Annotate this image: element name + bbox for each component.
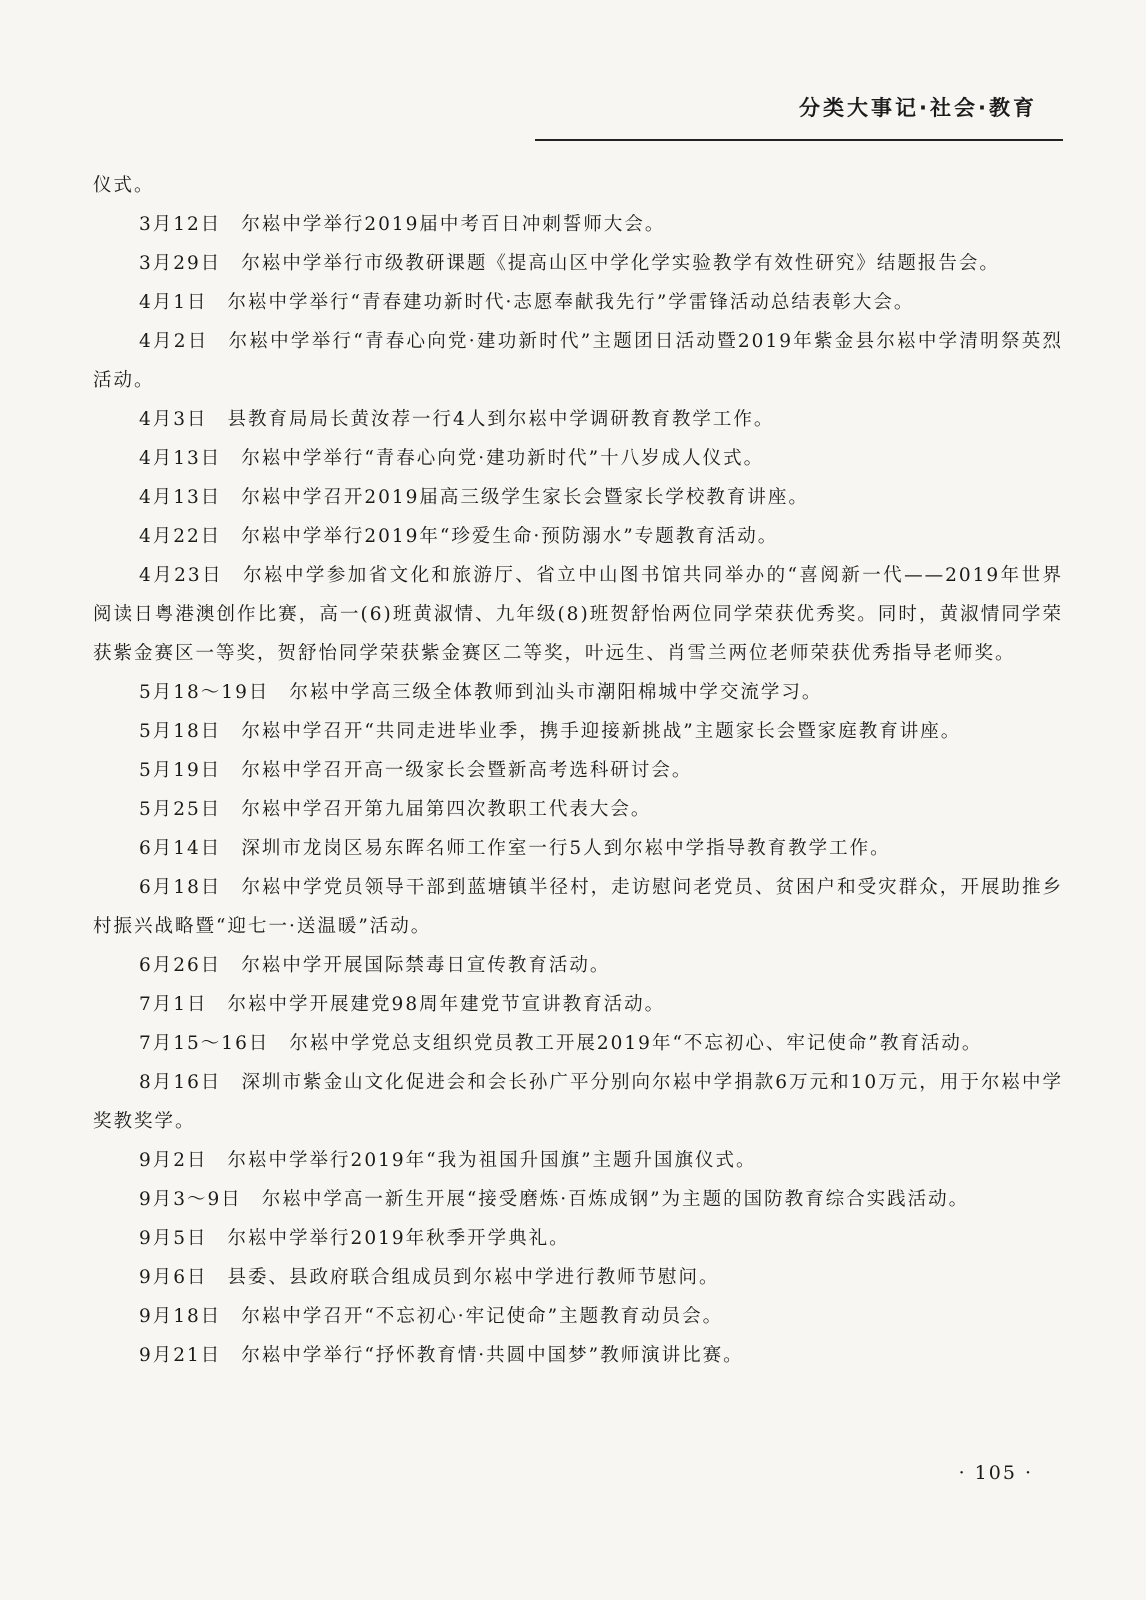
chronicle-entry	[93, 556, 1063, 673]
entry-date: 7月1日	[139, 994, 208, 1015]
chronicle-entry	[93, 1297, 1063, 1336]
chronicle-entry	[93, 1258, 1063, 1297]
entry-date: 4月2日	[139, 331, 209, 352]
entry-text: 尔崧中学召开第九届第四次教职工代表大会。	[241, 799, 652, 820]
entry-date: 4月22日	[139, 526, 222, 547]
chronicle-entry	[93, 790, 1063, 829]
chronicle-entry	[93, 1219, 1063, 1258]
chronicle-entry	[93, 478, 1063, 517]
chronicle-entry	[93, 1024, 1063, 1063]
chronicle-entry	[93, 517, 1063, 556]
entry-date: 6月26日	[139, 955, 222, 976]
entry-text: 尔崧中学举行“青春心向党·建功新时代”主题团日活动暨2019年紫金县尔崧中学清明祭英烈活动。	[93, 331, 1063, 391]
entry-text: 尔崧中学举行2019年秋季开学典礼。	[227, 1228, 570, 1249]
entry-date: 5月25日	[139, 799, 222, 820]
entry-date: 4月3日	[139, 409, 208, 430]
chronicle-entry	[93, 322, 1063, 400]
entry-text: 深圳市紫金山文化促进会和会长孙广平分别向尔崧中学捐款6万元和10万元，用于尔崧中学奖教奖学。	[93, 1072, 1063, 1132]
entry-text: 县教育局局长黄汝荐一行4人到尔崧中学调研教育教学工作。	[227, 409, 775, 430]
entry-date: 4月13日	[139, 448, 222, 469]
entry-text: 尔崧中学举行2019年“我为祖国升国旗”主题升国旗仪式。	[227, 1150, 757, 1171]
entry-text: 尔崧中学召开“共同走进毕业季，携手迎接新挑战”主题家长会暨家庭教育讲座。	[241, 721, 962, 742]
entry-date: 7月15～16日	[139, 1033, 270, 1054]
entry-date: 9月3～9日	[139, 1189, 242, 1210]
entry-text: 尔崧中学党总支组织党员教工开展2019年“不忘初心、牢记使命”教育活动。	[289, 1033, 983, 1054]
entry-text: 尔崧中学举行“青春心向党·建功新时代”十八岁成人仪式。	[241, 448, 765, 469]
chronicle-entry	[93, 439, 1063, 478]
chronicle-entry	[93, 829, 1063, 868]
chronicle-entry	[93, 868, 1063, 946]
chronicle-entry	[93, 400, 1063, 439]
entry-text: 尔崧中学举行“青春建功新时代·志愿奉献我先行”学雷锋活动总结表彰大会。	[227, 292, 915, 313]
entry-text: 深圳市龙岗区易东晖名师工作室一行5人到尔崧中学指导教育教学工作。	[241, 838, 891, 859]
chronicle-entry	[93, 985, 1063, 1024]
running-header	[535, 92, 1063, 144]
entry-date: 6月18日	[139, 877, 222, 898]
entry-date: 5月18～19日	[139, 682, 270, 703]
entry-date: 9月18日	[139, 1306, 222, 1327]
entry-text: 尔崧中学高一新生开展“接受磨炼·百炼成钢”为主题的国防教育综合实践活动。	[261, 1189, 970, 1210]
entry-date: 9月6日	[139, 1267, 208, 1288]
entry-date: 5月19日	[139, 760, 222, 781]
entry-date: 8月16日	[139, 1072, 222, 1093]
entry-text: 尔崧中学开展国际禁毒日宣传教育活动。	[241, 955, 611, 976]
entry-text: 尔崧中学高三级全体教师到汕头市潮阳棉城中学交流学习。	[289, 682, 823, 703]
entry-text: 尔崧中学开展建党98周年建党节宣讲教育活动。	[227, 994, 666, 1015]
entry-date: 3月29日	[139, 253, 222, 274]
chronicle-entry	[93, 673, 1063, 712]
chronicle-entry	[93, 1180, 1063, 1219]
chronicle-entry	[93, 205, 1063, 244]
chronicle-entry	[93, 244, 1063, 283]
chronicle-entry	[93, 751, 1063, 790]
entry-date: 9月5日	[139, 1228, 208, 1249]
entry-list	[93, 205, 1063, 1375]
continued-paragraph: 仪式。	[93, 175, 155, 196]
entry-text: 尔崧中学举行“抒怀教育情·共圆中国梦”教师演讲比赛。	[241, 1345, 744, 1366]
entry-date: 4月1日	[139, 292, 208, 313]
section-title: 分类大事记·社会·教育	[799, 96, 1037, 120]
entry-date: 6月14日	[139, 838, 222, 859]
chronicle-entry	[93, 283, 1063, 322]
entry-text: 县委、县政府联合组成员到尔崧中学进行教师节慰问。	[227, 1267, 720, 1288]
chronicle-entry	[93, 1141, 1063, 1180]
chronicle-entry	[93, 946, 1063, 985]
chronicle-entry	[93, 1336, 1063, 1375]
entry-date: 3月12日	[139, 214, 222, 235]
header-rule	[535, 139, 1063, 141]
chronicle-body	[93, 166, 1063, 1375]
entry-text: 尔崧中学举行市级教研课题《提高山区中学化学实验教学有效性研究》结题报告会。	[241, 253, 1000, 274]
entry-date: 9月2日	[139, 1150, 208, 1171]
entry-date: 9月21日	[139, 1345, 222, 1366]
entry-text: 尔崧中学召开“不忘初心·牢记使命”主题教育动员会。	[241, 1306, 724, 1327]
chronicle-entry	[93, 1063, 1063, 1141]
entry-text: 尔崧中学党员领导干部到蓝塘镇半径村，走访慰问老党员、贫困户和受灾群众，开展助推乡村振兴战略暨“迎七一·送温暖”活动。	[93, 877, 1063, 937]
entry-date: 4月13日	[139, 487, 222, 508]
entry-text: 尔崧中学举行2019年“珍爱生命·预防溺水”专题教育活动。	[241, 526, 779, 547]
page-number: · 105 ·	[958, 1462, 1033, 1484]
entry-date: 5月18日	[139, 721, 222, 742]
entry-text: 尔崧中学举行2019届中考百日冲刺誓师大会。	[241, 214, 666, 235]
entry-text: 尔崧中学召开2019届高三级学生家长会暨家长学校教育讲座。	[241, 487, 809, 508]
entry-date: 4月23日	[139, 565, 224, 586]
chronicle-entry	[93, 712, 1063, 751]
entry-text: 尔崧中学参加省文化和旅游厅、省立中山图书馆共同举办的“喜阅新一代——2019年世界阅读日粤港澳创作比赛，高一(6)班黄淑情、九年级(8)班贺舒怡两位同学荣获优秀奖。同时，黄淑情同学荣获紫金赛区一等奖，贺舒怡同学荣获紫金赛区二等奖，叶远生、肖雪兰两位老师荣获优秀指导老师奖。	[93, 565, 1064, 664]
entry-text: 尔崧中学召开高一级家长会暨新高考选科研讨会。	[241, 760, 693, 781]
